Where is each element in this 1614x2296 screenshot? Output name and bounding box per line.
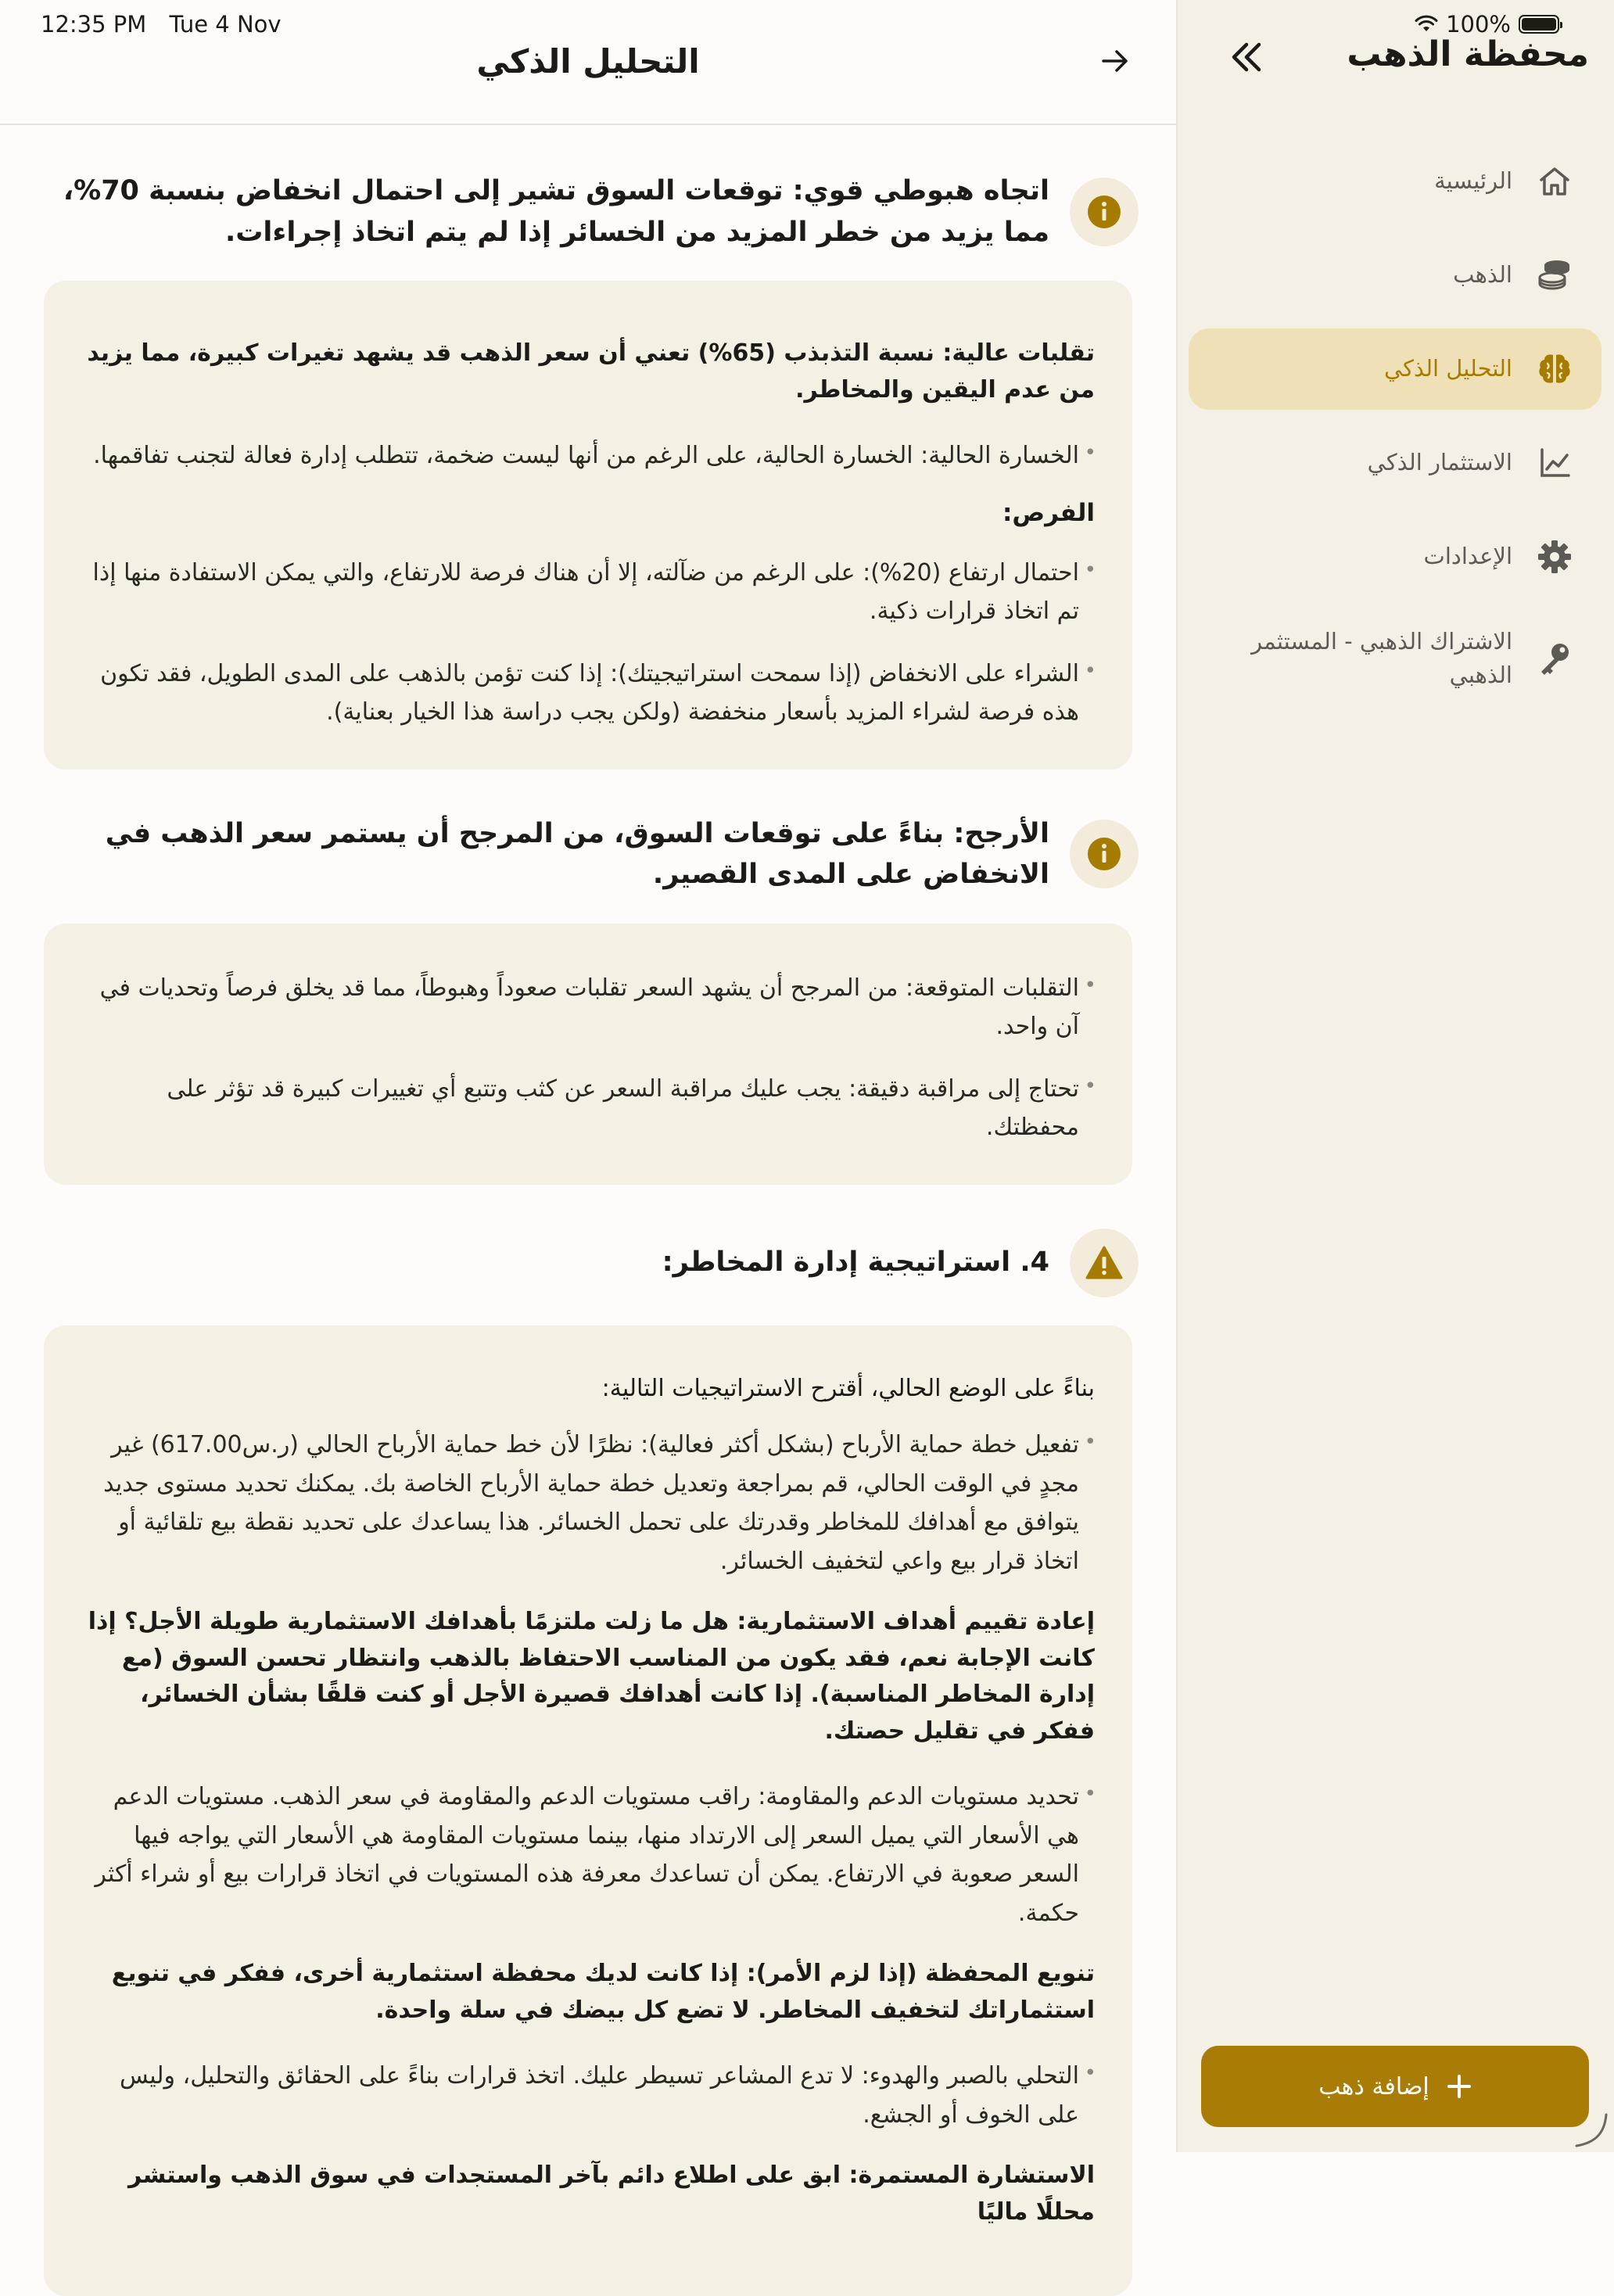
card-paragraph: إعادة تقييم أهداف الاستثمارية: هل ما زلت ملتزمًا بأهدافك الاستثمارية طويلة الأجل؟ إذا كانت الإجابة نعم، فقد يكون من المناسب الاحتفاظ بالذهب وانتظار تحسن السوق (مع إدارة المخاطر المناسبة). إذا كانت أهدافك قصيرة الأجل أو كنت قلقًا بشأن الخسائر، ففكر في تقليل حصتك.: [83, 1604, 1095, 1749]
top-bar: [0, 0, 1176, 125]
gear-icon: [1536, 538, 1573, 576]
list-item: • الخسارة الحالية: الخسارة الحالية، على الرغم من أنها ليست ضخمة، تتطلب إدارة فعالة لتجنب تفاقمها.: [83, 436, 1095, 475]
sidebar-item-gold-subscription[interactable]: [1189, 610, 1601, 707]
list-item: • تحتاج إلى مراقبة دقيقة: يجب عليك مراقبة السعر عن كثب وتتبع أي تغييرات كبيرة قد تؤثر على محفظتك.: [83, 1070, 1095, 1147]
sidebar-item-smart-analysis[interactable]: [1189, 328, 1601, 410]
section-heading: الأرجح: بناءً على توقعات السوق، من المرجح أن يستمر سعر الذهب في الانخفاض على المدى القصير.: [31, 813, 1049, 895]
sidebar-item-settings[interactable]: [1189, 516, 1601, 597]
card-paragraph: الاستشارة المستمرة: ابق على اطلاع دائم بآخر المستجدات في سوق الذهب واستشر محللًا ماليًا: [83, 2158, 1095, 2230]
coins-icon: [1536, 257, 1573, 294]
warning-badge: [1070, 1229, 1139, 1297]
card-lead: تقلبات عالية: نسبة التذبذب (65%) تعني أن سعر الذهب قد يشهد تغيرات كبيرة، مما يزيد من عدم اليقين والمخاطر.: [83, 335, 1095, 408]
sidebar-item-label: الإعدادات: [1424, 540, 1512, 574]
section-header-likely: [0, 813, 1176, 895]
info-badge: [1070, 820, 1139, 888]
section-header-risk: [0, 1229, 1176, 1297]
app-title: محفظة الذهب: [1347, 34, 1589, 74]
status-date: Tue 4 Nov: [170, 11, 282, 38]
sidebar-item-home[interactable]: [1189, 141, 1601, 222]
add-gold-label: إضافة ذهب: [1318, 2073, 1429, 2100]
wifi-icon: [1415, 16, 1438, 33]
section-heading: اتجاه هبوطي قوي: توقعات السوق تشير إلى احتمال انخفاض بنسبة 70%، مما يزيد من خطر المزيد من الخسائر إذا لم يتم اتخاذ إجراءات.: [31, 170, 1049, 253]
battery-percent: 100%: [1446, 11, 1511, 38]
analysis-card-risk-strategy: [44, 1326, 1132, 2296]
analysis-card-volatility: [44, 281, 1132, 770]
home-icon: [1536, 163, 1573, 200]
sidebar-nav: [1176, 141, 1614, 719]
warning-icon: [1085, 1246, 1123, 1280]
card-intro: بناءً على الوضع الحالي، أقترح الاستراتيجيات التالية:: [83, 1371, 1095, 1408]
chart-line-icon: [1536, 444, 1573, 482]
sidebar-item-label: الاشتراك الذهبي - المستثمر الذهبي: [1231, 625, 1512, 693]
list-item: • الشراء على الانخفاض (إذا سمحت استراتيجيتك): إذا كنت تؤمن بالذهب على المدى الطويل، فقد تكون هذه فرصة لشراء المزيد بأسعار منخفضة (ولكن يجب دراسة هذا الخيار بعناية).: [83, 655, 1095, 732]
sidebar-item-label: الاستثمار الذكي: [1368, 446, 1512, 480]
sidebar-item-smart-investment[interactable]: [1189, 422, 1601, 504]
sidebar: [1176, 0, 1614, 2152]
info-badge: [1070, 178, 1139, 246]
chevrons-left-icon: [1229, 41, 1264, 73]
analysis-content[interactable]: [0, 125, 1176, 2296]
section-heading: 4. استراتيجية إدارة المخاطر:: [662, 1242, 1049, 1283]
resize-handle-icon[interactable]: [1572, 2110, 1611, 2149]
sidebar-item-gold[interactable]: [1189, 235, 1601, 316]
back-button[interactable]: [1093, 39, 1137, 83]
plus-icon: [1447, 2074, 1472, 2099]
info-icon: [1086, 194, 1122, 230]
key-icon: [1536, 640, 1573, 677]
sidebar-item-label: الرئيسية: [1434, 164, 1512, 199]
analysis-card-expected: [44, 924, 1132, 1185]
card-subheading: الفرص:: [83, 499, 1095, 527]
info-icon: [1086, 836, 1122, 872]
status-bar-left: [41, 11, 297, 38]
section-header-trend: [0, 170, 1176, 253]
collapse-sidebar-button[interactable]: [1215, 31, 1278, 83]
battery-icon: [1519, 15, 1559, 34]
arrow-right-icon: [1099, 45, 1131, 77]
card-paragraph: تنويع المحفظة (إذا لزم الأمر): إذا كانت لديك محفظة استثمارية أخرى، ففكر في تنويع استثماراتك لتخفيف المخاطر. لا تضع كل بيضك في سلة واحدة.: [83, 1956, 1095, 2029]
add-gold-button[interactable]: [1201, 2046, 1589, 2127]
sidebar-item-label: الذهب: [1453, 258, 1512, 292]
list-item: • تفعيل خطة حماية الأرباح (بشكل أكثر فعالية): نظرًا لأن خط حماية الأرباح الحالي (ر.س617.00) غير مجدٍ في الوقت الحالي، قم بمراجعة وتعديل خطة حماية الأرباح الخاصة بك. يمكنك تحديد مستوى جديد يتوافق مع أهدافك للمخاطر وقدرتك على تحمل الخسائر. هذا يساعدك على تحديد نقطة بيع تلقائية أو اتخاذ قرار بيع واعي لتخفيف الخسائر.: [83, 1426, 1095, 1580]
page-title: التحليل الذكي: [0, 42, 1176, 81]
status-bar-right: [1415, 11, 1559, 38]
brain-icon: [1536, 350, 1573, 388]
sidebar-item-label: التحليل الذكي: [1384, 352, 1512, 386]
list-item: • احتمال ارتفاع (20%): على الرغم من ضآلته، إلا أن هناك فرصة للارتفاع، والتي يمكن الاستفادة منها إذا تم اتخاذ قرارات ذكية.: [83, 554, 1095, 631]
list-item: • تحديد مستويات الدعم والمقاومة: راقب مستويات الدعم والمقاومة في سعر الذهب. مستويات الدعم هي الأسعار التي يميل السعر إلى الارتداد منها، بينما مستويات المقاومة هي الأسعار التي يواجه فيها السعر صعوبة في الارتفاع. يمكن أن تساعدك معرفة هذه المستويات في اتخاذ قرارات بيع أو شراء أكثر حكمة.: [83, 1778, 1095, 1932]
list-item: • التحلي بالصبر والهدوء: لا تدع المشاعر تسيطر عليك. اتخذ قرارات بناءً على الحقائق والتحليل، وليس على الخوف أو الجشع.: [83, 2057, 1095, 2134]
status-time: 12:35 PM: [41, 11, 146, 38]
list-item: • التقلبات المتوقعة: من المرجح أن يشهد السعر تقلبات صعوداً وهبوطاً، مما قد يخلق فرصاً وتحديات في آن واحد.: [83, 969, 1095, 1046]
